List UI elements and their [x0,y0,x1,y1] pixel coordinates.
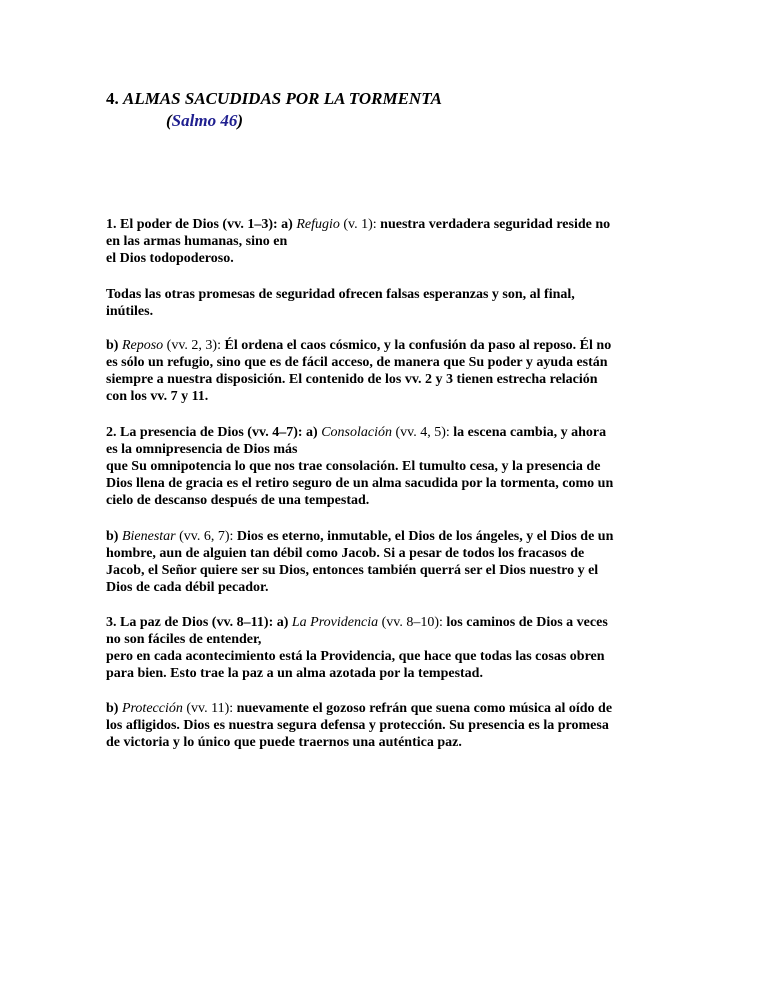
paragraph-line: Dios llena de gracia es el retiro seguro de un alma sacudida por la tormenta, como un [106,476,614,491]
scripture-reference [166,111,243,131]
reference-text: Salmo 46 [171,111,238,130]
outline-label: b) [106,529,122,544]
outline-term: La Providencia [291,615,379,630]
paragraph-line [106,337,666,354]
paragraph-line: Jacob, el Señor quiere ser su Dios, entonces también querrá ser el Dios nuestro y el [106,563,599,578]
paragraph-text: los caminos de Dios a veces [442,615,608,630]
outline-term: Refugio [296,217,340,232]
paragraph-2 [106,286,666,320]
paragraph-line: el Dios todopoderoso. [106,251,234,266]
reference-open-paren: ( [166,111,172,130]
paragraph-line: los afligidos. Dios es nuestra segura defensa y protección. Su presencia es la promesa [106,718,609,733]
paragraph-text: Él ordena el caos cósmico, y la confusión da paso al reposo. Él no [220,338,612,353]
outline-label: 2. La presencia de Dios (vv. 4–7): a) [106,425,322,440]
verse-range: (vv. 11): [182,701,234,716]
paragraph-3 [106,337,666,405]
chapter-heading [106,89,442,109]
outline-label: b) [106,338,122,353]
paragraph-line: es la omnipresencia de Dios más [106,442,298,457]
outline-label: 1. El poder de Dios (vv. 1–3): a) [106,217,297,232]
paragraph-1 [106,216,666,267]
paragraph-line [106,216,666,233]
verse-range: (vv. 6, 7): [175,529,234,544]
verse-range: (v. 1): [339,217,377,232]
paragraph-6 [106,614,666,682]
paragraph-line: cielo de descanso después de una tempestad. [106,493,370,508]
paragraph-text: la escena cambia, y ahora [449,425,607,440]
paragraph-line [106,700,666,717]
paragraph-5 [106,528,666,596]
outline-term: Consolación [321,425,392,440]
paragraph-7 [106,700,666,751]
chapter-title: ALMAS SACUDIDAS POR LA TORMENTA [123,89,442,108]
paragraph-text: Dios es eterno, inmutable, el Dios de los ángeles, y el Dios de un [233,529,614,544]
paragraph-line [106,614,666,631]
outline-term: Bienestar [121,529,176,544]
paragraph-4 [106,424,666,509]
paragraph-line: con los vv. 7 y 11. [106,389,209,404]
paragraph-text: nuevamente el gozoso refrán que suena como música al oído de [233,701,613,716]
paragraph-line [106,528,666,545]
paragraph-line: no son fáciles de entender, [106,632,262,647]
paragraph-line: es sólo un refugio, sino que es de fácil acceso, de manera que Su poder y ayuda están [106,355,608,370]
verse-range: (vv. 4, 5): [391,425,450,440]
paragraph-line: pero en cada acontecimiento está la Providencia, que hace que todas las cosas obren [106,649,605,664]
verse-range: (vv. 2, 3): [163,338,221,353]
verse-range: (vv. 8–10): [378,615,443,630]
paragraph-line: que Su omnipotencia lo que nos trae consolación. El tumulto cesa, y la presencia de [106,459,601,474]
paragraph-line: para bien. Esto trae la paz a un alma azotada por la tempestad. [106,666,483,681]
reference-close-paren: ) [237,111,243,130]
outline-label: b) [106,701,122,716]
paragraph-line: siempre a nuestra disposición. El contenido de los vv. 2 y 3 tienen estrecha relación [106,372,598,387]
paragraph-line: en las armas humanas, sino en [106,234,288,249]
paragraph-line [106,424,666,441]
outline-term: Protección [121,701,183,716]
paragraph-line: hombre, aun de alguien tan débil como Jacob. Si a pesar de todos los fracasos de [106,546,585,561]
paragraph-line: Dios de cada débil pecador. [106,580,269,595]
chapter-number: 4. [106,89,119,108]
paragraph-line: Todas las otras promesas de seguridad ofrecen falsas esperanzas y son, al final, [106,287,575,302]
paragraph-line: inútiles. [106,304,154,319]
paragraph-line: de victoria y lo único que puede traernos una auténtica paz. [106,735,462,750]
outline-term: Reposo [121,338,164,353]
outline-label: 3. La paz de Dios (vv. 8–11): a) [106,615,292,630]
paragraph-text: nuestra verdadera seguridad reside no [376,217,611,232]
